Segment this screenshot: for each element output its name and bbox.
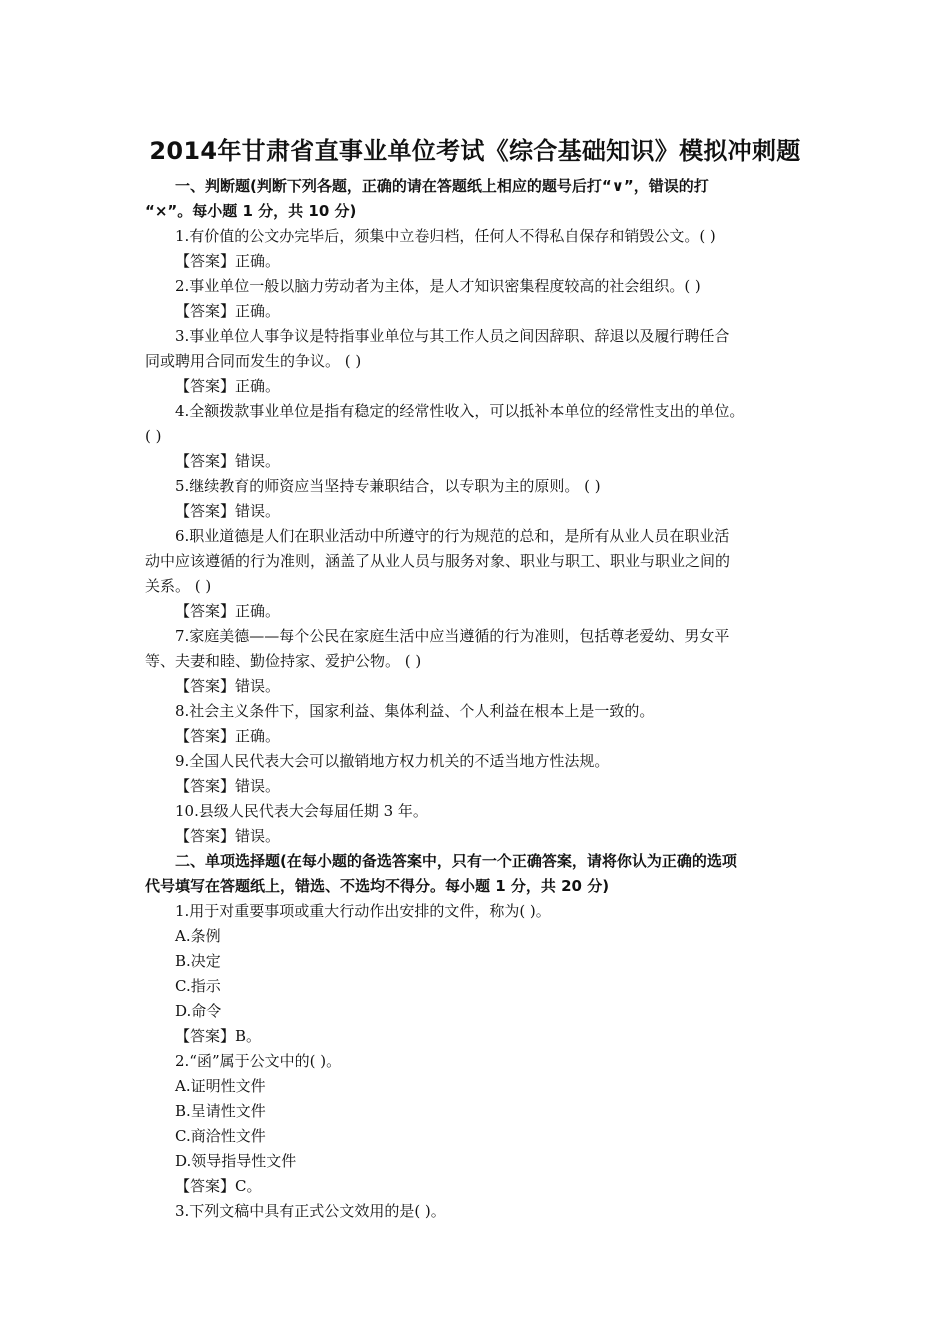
text-line: 【答案】正确。 <box>175 602 281 620</box>
section-heading-line: 一、判断题(判断下列各题，正确的请在答题纸上相应的题号后打“∨”，错误的打 <box>175 177 709 195</box>
text-line: 【答案】错误。 <box>175 827 281 845</box>
text-line: 【答案】错误。 <box>175 502 281 520</box>
text-line: 1.有价值的公文办完毕后，须集中立卷归档，任何人不得私自保存和销毁公文。( ) <box>175 227 716 245</box>
text-line: 10.县级人民代表大会每届任期 3 年。 <box>175 802 428 820</box>
document-body <box>145 174 805 1224</box>
text-line: A.证明性文件 <box>175 1077 266 1095</box>
text-line: 【答案】C。 <box>175 1177 262 1195</box>
text-line: C.商洽性文件 <box>175 1127 266 1145</box>
text-line: 【答案】正确。 <box>175 252 281 270</box>
text-line: 4.全额拨款事业单位是指有稳定的经常性收入，可以抵补本单位的经常性支出的单位。 <box>175 402 745 420</box>
text-line: 【答案】错误。 <box>175 677 281 695</box>
text-line: 1.用于对重要事项或重大行动作出安排的文件，称为( )。 <box>175 902 551 920</box>
text-line: 【答案】正确。 <box>175 377 281 395</box>
text-line: D.命令 <box>175 1002 222 1020</box>
text-line: 【答案】正确。 <box>175 302 281 320</box>
text-line: 5.继续教育的师资应当坚持专兼职结合，以专职为主的原则。 ( ) <box>175 477 601 495</box>
text-line: C.指示 <box>175 977 221 995</box>
text-line: D.领导指导性文件 <box>175 1152 297 1170</box>
text-line: ( ) <box>145 427 162 445</box>
text-line: 8.社会主义条件下，国家利益、集体利益、个人利益在根本上是一致的。 <box>175 702 655 720</box>
text-line: A.条例 <box>175 927 221 945</box>
text-line: 2.事业单位一般以脑力劳动者为主体，是人才知识密集程度较高的社会组织。( ) <box>175 277 701 295</box>
text-line: 2.“函”属于公文中的( )。 <box>175 1052 342 1070</box>
section-heading-line: 代号填写在答题纸上，错选、不选均不得分。每小题 1 分，共 20 分) <box>145 877 610 895</box>
section-heading-line: 二、单项选择题(在每小题的备选答案中，只有一个正确答案，请将你认为正确的选项 <box>175 852 737 870</box>
text-line: 7.家庭美德——每个公民在家庭生活中应当遵循的行为准则，包括尊老爱幼、男女平 <box>175 627 730 645</box>
text-line: 3.事业单位人事争议是特指事业单位与其工作人员之间因辞职、辞退以及履行聘任合 <box>175 327 730 345</box>
text-line: 3.下列文稿中具有正式公文效用的是( )。 <box>175 1202 446 1220</box>
text-line: 动中应该遵循的行为准则，涵盖了从业人员与服务对象、职业与职工、职业与职业之间的 <box>145 552 731 570</box>
document-title: 2014年甘肃省直事业单位考试《综合基础知识》模拟冲刺题 <box>149 137 801 165</box>
text-line: 关系。 ( ) <box>145 577 212 595</box>
text-line: B.决定 <box>175 952 221 970</box>
section-heading-line: “×”。每小题 1 分，共 10 分) <box>145 202 357 220</box>
text-line: 等、夫妻和睦、勤俭持家、爱护公物。 ( ) <box>145 652 422 670</box>
text-line: 【答案】B。 <box>175 1027 262 1045</box>
text-line: 同或聘用合同而发生的争议。 ( ) <box>145 352 362 370</box>
text-line: 6.职业道德是人们在职业活动中所遵守的行为规范的总和，是所有从业人员在职业活 <box>175 527 730 545</box>
text-line: 【答案】错误。 <box>175 452 281 470</box>
text-line: B.呈请性文件 <box>175 1102 266 1120</box>
text-line: 【答案】错误。 <box>175 777 281 795</box>
text-line: 9.全国人民代表大会可以撤销地方权力机关的不适当地方性法规。 <box>175 752 610 770</box>
text-line: 【答案】正确。 <box>175 727 281 745</box>
